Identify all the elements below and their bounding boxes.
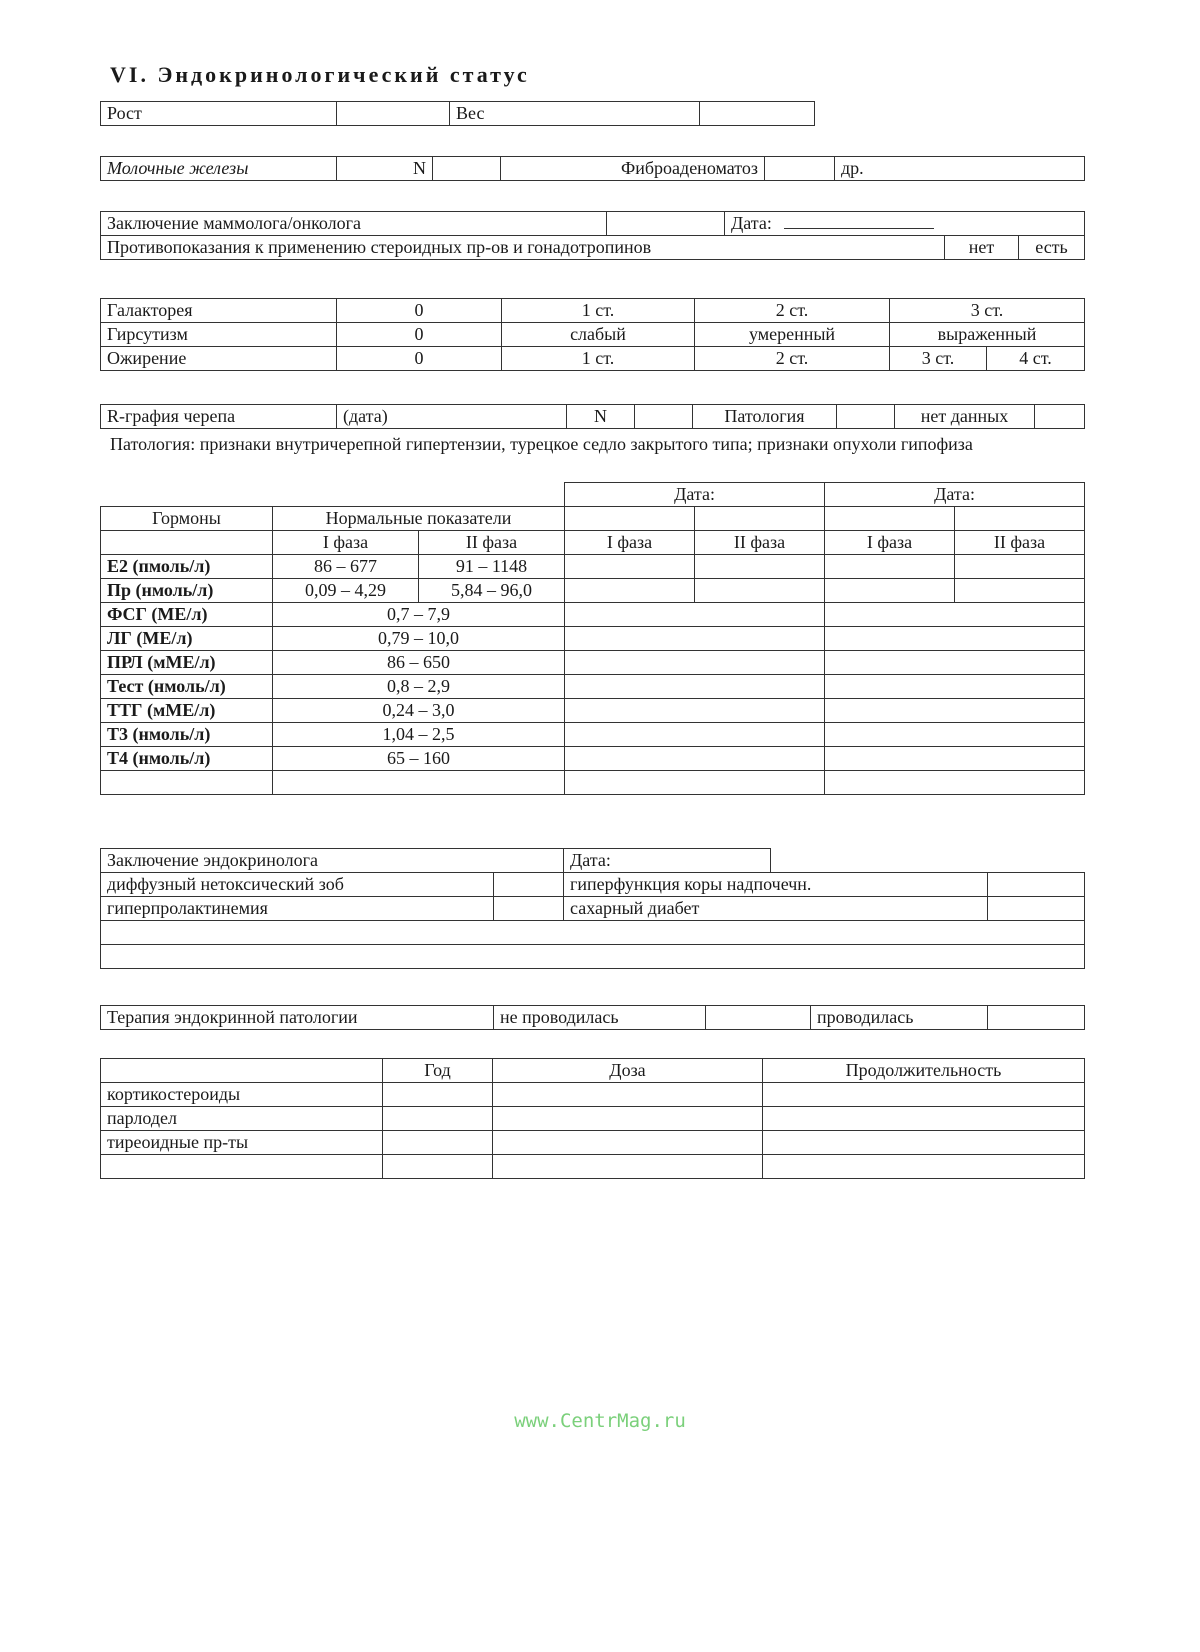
hirsutism-2[interactable]: умеренный [695,323,890,347]
galactorrhea-0[interactable]: 0 [337,299,502,323]
endocrinologist-notes-line[interactable] [101,921,1085,945]
therapy-not-done-field[interactable] [706,1006,811,1030]
drug-duration[interactable] [763,1107,1085,1131]
endocrinologist-table [100,848,1085,969]
norm-phase2-header: II фаза [419,531,565,555]
hormone-value[interactable] [565,771,825,795]
table-row [101,1131,1085,1155]
hormone-value[interactable] [565,627,825,651]
hormone-name: Пр (нмоль/л) [101,579,273,603]
norm-phase1-header: I фаза [273,531,419,555]
signs-table [100,298,1085,371]
xray-pathology-field[interactable] [837,405,895,429]
xray-pathology-label: Патология [693,405,837,429]
hormone-value[interactable] [565,675,825,699]
hormones-table [100,482,1085,795]
xray-pathology-note: Патология: признаки внутричерепной гипертензии, турецкое седло закрытого типа; признаки опухоли гипофиза [110,434,973,454]
hormone-value[interactable] [565,579,695,603]
table-row [101,723,1085,747]
mammologist-conclusion-label: Заключение маммолога/онколога [101,212,607,236]
adrenal-label: гиперфункция коры надпочечн. [564,873,988,897]
breasts-other-label: др. [841,158,864,178]
hormones-date2[interactable]: Дата: [825,483,1085,507]
hormones-date1[interactable]: Дата: [565,483,825,507]
hormone-value[interactable] [825,699,1085,723]
hormone-value[interactable] [695,555,825,579]
hormone-value[interactable] [825,579,955,603]
mammologist-date-field[interactable] [725,212,1085,236]
breasts-normal-field[interactable] [433,157,501,181]
hormone-value[interactable] [565,651,825,675]
hormone-value[interactable] [825,771,1085,795]
drug-name[interactable] [101,1155,383,1179]
hormone-value[interactable] [695,579,825,603]
drug-name: кортикостероиды [101,1083,383,1107]
obesity-3[interactable]: 3 ст. [890,347,987,371]
drug-year[interactable] [383,1155,493,1179]
drug-duration[interactable] [763,1155,1085,1179]
hormone-value[interactable] [825,627,1085,651]
hormone-name: ЛГ (МЕ/л) [101,627,273,651]
xray-table [100,404,1085,429]
xray-normal-label: N [567,405,635,429]
fibroadenomatosis-label: Фиброаденоматоз [501,157,765,181]
table-row [101,627,1085,651]
xray-date-label: (дата) [343,406,388,426]
hormone-extra-norm[interactable] [273,771,565,795]
section-title: VI. Эндокринологический статус [110,62,530,87]
drug-name: парлодел [101,1107,383,1131]
adrenal-field[interactable] [988,873,1085,897]
breasts-table [100,156,1085,181]
hormone-value[interactable] [825,555,955,579]
diabetes-field[interactable] [988,897,1085,921]
hormone-value[interactable] [825,603,1085,627]
hormone-name: ТТГ (мМЕ/л) [101,699,273,723]
galactorrhea-label: Галакторея [101,299,337,323]
drug-name: тиреоидные пр-ты [101,1131,383,1155]
hormone-name: Тест (нмоль/л) [101,675,273,699]
hyperprolactinemia-label: гиперпролактинемия [101,897,494,921]
hormone-norm-phase2: 91 – 1148 [419,555,565,579]
table-row [101,1107,1085,1131]
table-row [101,771,1085,795]
drugs-year-header: Год [383,1059,493,1083]
xray-nodata-label: нет данных [895,405,1035,429]
norm-col-header: Нормальные показатели [273,507,565,531]
hormone-name: ПРЛ (мМЕ/л) [101,651,273,675]
hormone-norm: 0,8 – 2,9 [273,675,565,699]
drug-year[interactable] [383,1131,493,1155]
drug-dose[interactable] [493,1083,763,1107]
drug-dose[interactable] [493,1155,763,1179]
diabetes-label: сахарный диабет [564,897,988,921]
hormone-norm: 0,79 – 10,0 [273,627,565,651]
drug-year[interactable] [383,1083,493,1107]
table-row [101,1155,1085,1179]
table-row [101,651,1085,675]
table-row [101,747,1085,771]
therapy-done-label: проводилась [811,1006,988,1030]
hormone-norm: 86 – 650 [273,651,565,675]
weight-label: Вес [450,102,700,126]
height-weight-table [100,101,815,126]
hormone-extra-name[interactable] [101,771,273,795]
xray-label: R-графия черепа [101,405,337,429]
date2-phase1-header: I фаза [825,531,955,555]
hormone-value[interactable] [565,747,825,771]
therapy-done-field[interactable] [988,1006,1085,1030]
hormone-value[interactable] [565,555,695,579]
contraindications-label: Противопоказания к применению стероидных пр-ов и гонадотропинов [101,236,945,260]
xray-nodata-field[interactable] [1035,405,1085,429]
date1-phase2-header: II фаза [695,531,825,555]
obesity-4[interactable]: 4 ст. [987,347,1085,371]
hormone-value[interactable] [955,579,1085,603]
hormone-value[interactable] [825,747,1085,771]
table-row [101,1083,1085,1107]
obesity-label: Ожирение [101,347,337,371]
endocrinologist-date-field[interactable] [564,849,771,873]
date1-phase1-header: I фаза [565,531,695,555]
drugs-dose-header: Доза [493,1059,763,1083]
breasts-other-field[interactable] [835,157,1085,181]
table-row [101,579,1085,603]
obesity-1[interactable]: 1 ст. [502,347,695,371]
mammologist-table [100,211,1085,260]
hormone-norm-phase1: 86 – 677 [273,555,419,579]
obesity-2[interactable]: 2 ст. [695,347,890,371]
hormone-value[interactable] [825,723,1085,747]
drug-year[interactable] [383,1107,493,1131]
hormone-name: E2 (пмоль/л) [101,555,273,579]
hormone-value[interactable] [565,603,825,627]
hormone-value[interactable] [565,699,825,723]
xray-date-field[interactable] [337,405,567,429]
hormone-norm: 65 – 160 [273,747,565,771]
hirsutism-0[interactable]: 0 [337,323,502,347]
drug-dose[interactable] [493,1131,763,1155]
contraindications-no[interactable]: нет [945,236,1019,260]
mammologist-conclusion-field[interactable] [607,212,725,236]
table-row [101,555,1085,579]
hormone-norm: 0,24 – 3,0 [273,699,565,723]
contraindications-yes[interactable]: есть [1019,236,1085,260]
drug-duration[interactable] [763,1083,1085,1107]
therapy-label: Терапия эндокринной патологии [101,1006,494,1030]
hormone-norm-phase1: 0,09 – 4,29 [273,579,419,603]
endocrinologist-conclusion-label: Заключение эндокринолога [101,849,564,873]
mammologist-date-label: Дата: [731,213,772,233]
galactorrhea-1[interactable]: 1 ст. [502,299,695,323]
table-row [101,603,1085,627]
endocrinologist-notes-line[interactable] [101,945,1085,969]
hormone-norm-phase2: 5,84 – 96,0 [419,579,565,603]
table-row [101,699,1085,723]
hormone-norm: 0,7 – 7,9 [273,603,565,627]
drug-duration[interactable] [763,1131,1085,1155]
goiter-label: диффузный нетоксический зоб [101,873,494,897]
hyperprolactinemia-field[interactable] [494,897,564,921]
fibroadenomatosis-field[interactable] [765,157,835,181]
hirsutism-1[interactable]: слабый [502,323,695,347]
endocrinologist-date-label: Дата: [570,850,611,870]
hormone-value[interactable] [825,651,1085,675]
hormones-col-header: Гормоны [101,507,273,531]
hormone-name: Т3 (нмоль/л) [101,723,273,747]
drug-dose[interactable] [493,1107,763,1131]
xray-normal-field[interactable] [635,405,693,429]
therapy-not-done-label: не проводилась [494,1006,706,1030]
galactorrhea-2[interactable]: 2 ст. [695,299,890,323]
drugs-duration-header: Продолжительность [763,1059,1085,1083]
watermark: www.CentrMag.ru [514,1410,686,1432]
height-field[interactable] [337,102,450,126]
hormone-name: ФСГ (МЕ/л) [101,603,273,627]
date2-phase2-header: II фаза [955,531,1085,555]
hormone-value[interactable] [955,555,1085,579]
hormone-value[interactable] [565,723,825,747]
obesity-0[interactable]: 0 [337,347,502,371]
breasts-normal-label: N [337,157,433,181]
goiter-field[interactable] [494,873,564,897]
hormone-name: Т4 (нмоль/л) [101,747,273,771]
galactorrhea-3[interactable]: 3 ст. [890,299,1085,323]
breasts-label: Молочные железы [101,157,337,181]
table-row [101,675,1085,699]
weight-field[interactable] [700,102,815,126]
therapy-table [100,1005,1085,1030]
hirsutism-label: Гирсутизм [101,323,337,347]
drugs-table [100,1058,1085,1179]
hormone-value[interactable] [825,675,1085,699]
hormone-norm: 1,04 – 2,5 [273,723,565,747]
height-label: Рост [101,102,337,126]
hirsutism-3[interactable]: выраженный [890,323,1085,347]
